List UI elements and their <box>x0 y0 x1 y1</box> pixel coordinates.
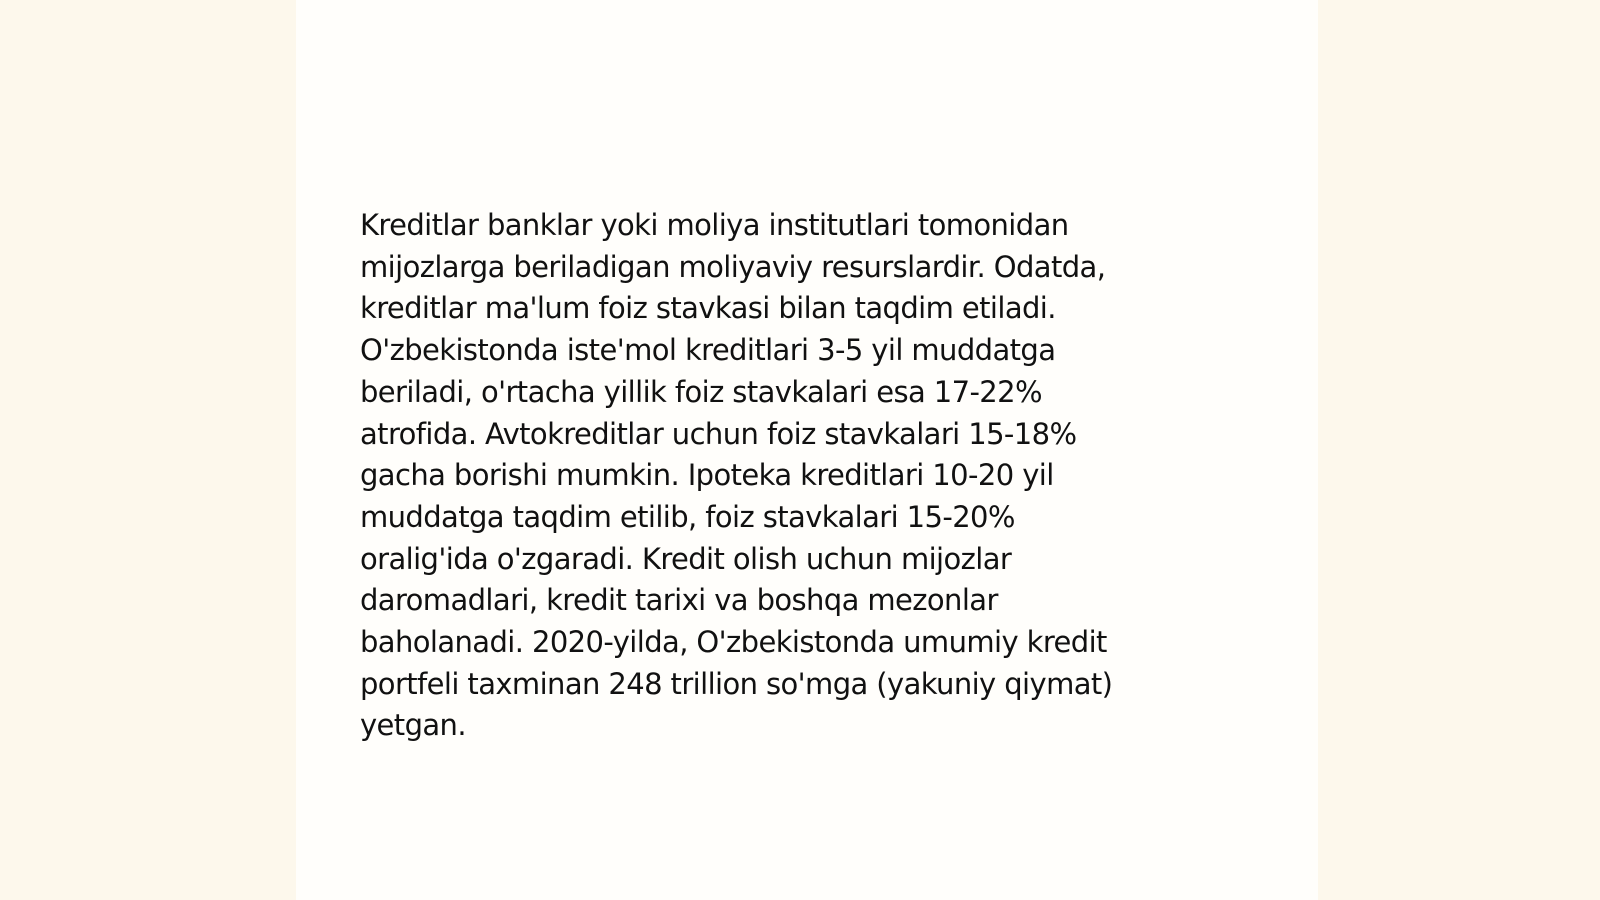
paragraph-line: muddatga taqdim etilib, foiz stavkalari 15-20% <box>360 499 1015 534</box>
paragraph-line: portfeli taxminan 248 trillion so'mga (yakuniy qiymat) <box>360 666 1113 701</box>
paragraph-line: O'zbekistonda iste'mol kreditlari 3-5 yil muddatga <box>360 333 1056 368</box>
paragraph-line: Kreditlar banklar yoki moliya institutlari tomonidan <box>360 208 1069 242</box>
paragraph-line: baholanadi. 2020-yilda, O'zbekistonda umumiy kredit <box>360 625 1107 660</box>
paragraph-line: yetgan. <box>360 708 466 743</box>
paragraph-line: gacha borishi mumkin. Ipoteka kreditlari 10-20 yil <box>360 458 1054 493</box>
paragraph <box>360 205 1260 747</box>
paragraph-line: atrofida. Avtokreditlar uchun foiz stavkalari 15-18% <box>360 416 1077 451</box>
paragraph-line: mijozlarga beriladigan moliyaviy resurslardir. Odatda, <box>360 249 1106 284</box>
paragraph-line: oralig'ida o'zgaradi. Kredit olish uchun mijozlar <box>360 541 1012 576</box>
paragraph-line: kreditlar ma'lum foiz stavkasi bilan taqdim etiladi. <box>360 291 1056 326</box>
paragraph-line: beriladi, o'rtacha yillik foiz stavkalari esa 17-22% <box>360 374 1042 409</box>
paragraph-line: daromadlari, kredit tarixi va boshqa mezonlar <box>360 583 998 618</box>
document-page <box>296 0 1318 900</box>
